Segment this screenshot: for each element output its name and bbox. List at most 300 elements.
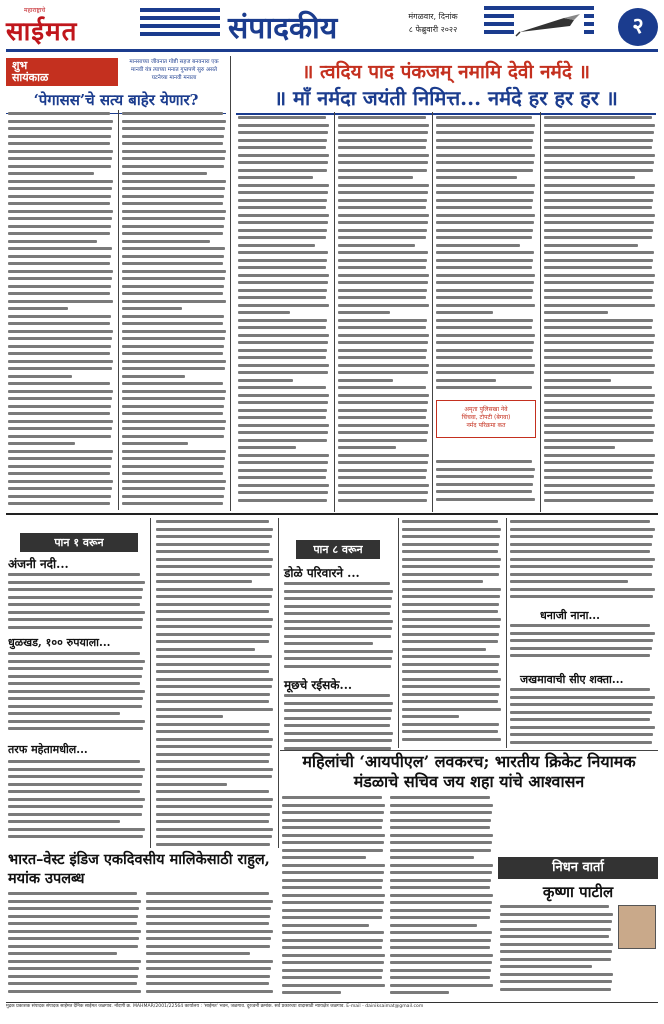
text-line xyxy=(436,386,532,389)
text-line xyxy=(338,206,426,209)
text-line xyxy=(156,708,273,711)
text-line xyxy=(510,588,655,591)
text-line xyxy=(122,367,225,370)
text-line xyxy=(338,184,429,187)
text-line xyxy=(8,495,111,498)
text-line xyxy=(8,952,117,955)
text-line xyxy=(156,648,255,651)
text-line xyxy=(402,618,501,621)
text-line xyxy=(8,195,111,198)
text-line xyxy=(238,439,327,442)
text-line xyxy=(122,480,226,483)
text-line xyxy=(390,991,449,994)
text-line xyxy=(284,717,391,720)
text-line xyxy=(238,191,328,194)
text-line xyxy=(338,484,429,487)
text-line xyxy=(8,397,112,400)
text-line xyxy=(544,394,655,397)
text-line xyxy=(284,650,393,653)
text-line xyxy=(390,946,490,949)
text-line xyxy=(544,304,655,307)
text-line xyxy=(510,654,650,657)
text-line xyxy=(8,180,113,183)
text-line xyxy=(122,397,225,400)
text-line xyxy=(8,502,110,505)
text-line xyxy=(544,386,652,389)
text-line xyxy=(338,394,429,397)
editorial-headline: ‘पेगासस’चे सत्य बाहेर येणार? xyxy=(6,90,226,114)
text-line xyxy=(284,724,390,727)
text-line xyxy=(338,131,428,134)
text-line xyxy=(238,236,326,239)
text-line xyxy=(500,913,613,916)
text-line xyxy=(8,210,113,213)
text-line xyxy=(8,720,145,723)
text-line xyxy=(436,475,534,478)
logo: साईमत xyxy=(6,17,78,47)
text-line xyxy=(238,139,327,142)
text-line xyxy=(8,768,145,771)
text-line xyxy=(402,715,459,718)
text-line xyxy=(510,520,650,523)
text-line xyxy=(8,225,111,228)
text-line xyxy=(544,364,655,367)
text-line xyxy=(8,217,112,220)
story-dole-headline: डोळे परिवारने ... xyxy=(284,566,360,580)
text-line xyxy=(436,259,533,262)
text-line xyxy=(338,379,393,382)
text-line xyxy=(544,296,652,299)
text-line xyxy=(156,723,270,726)
text-line xyxy=(544,139,653,142)
text-line xyxy=(122,285,224,288)
text-line xyxy=(436,161,534,164)
text-line xyxy=(544,221,654,224)
text-line xyxy=(122,270,226,273)
text-line xyxy=(436,266,532,269)
text-line xyxy=(338,296,426,299)
text-line xyxy=(284,702,393,705)
text-line xyxy=(436,460,532,463)
text-line xyxy=(8,667,143,670)
text-line xyxy=(122,202,223,205)
text-line xyxy=(544,491,654,494)
text-line xyxy=(8,157,112,160)
text-line xyxy=(282,924,369,927)
text-line xyxy=(282,886,382,889)
text-line xyxy=(122,457,225,460)
text-line xyxy=(402,730,498,733)
text-line xyxy=(122,165,224,168)
text-line xyxy=(338,154,429,157)
text-line xyxy=(8,345,111,348)
text-line xyxy=(282,954,385,957)
text-line xyxy=(8,435,111,438)
dateline xyxy=(388,10,478,36)
section-divider xyxy=(280,750,658,751)
text-line xyxy=(282,871,384,874)
text-line xyxy=(8,611,145,614)
text-line xyxy=(338,266,426,269)
text-line xyxy=(338,356,426,359)
text-line xyxy=(510,733,653,736)
feature-text-col3 xyxy=(436,116,536,396)
text-line xyxy=(436,131,534,134)
text-line xyxy=(510,580,628,583)
text-line xyxy=(282,849,383,852)
text-line xyxy=(156,640,269,643)
text-line xyxy=(8,322,110,325)
text-line xyxy=(282,804,385,807)
text-line xyxy=(8,480,113,483)
text-line xyxy=(8,603,140,606)
text-line xyxy=(390,901,492,904)
text-line xyxy=(390,826,490,829)
column-divider xyxy=(118,110,119,510)
text-line xyxy=(156,693,270,696)
text-line xyxy=(8,682,140,685)
text-line xyxy=(402,528,501,531)
text-line xyxy=(544,251,654,254)
story-mooche-headline: मूछचे रईसके... xyxy=(284,678,353,692)
text-line xyxy=(156,588,273,591)
text-line xyxy=(8,900,141,903)
text-line xyxy=(8,270,113,273)
text-line xyxy=(338,169,427,172)
text-line xyxy=(238,169,327,172)
text-line xyxy=(436,304,535,307)
text-line xyxy=(122,375,185,378)
text-line xyxy=(544,116,652,119)
text-line xyxy=(436,364,535,367)
text-line xyxy=(436,334,535,337)
text-line xyxy=(282,976,382,979)
text-line xyxy=(544,281,654,284)
text-line xyxy=(122,300,226,303)
text-line xyxy=(402,685,500,688)
column-divider xyxy=(398,518,399,748)
text-line xyxy=(338,221,428,224)
text-line xyxy=(156,625,272,628)
text-line xyxy=(238,161,328,164)
text-line xyxy=(510,528,655,531)
text-line xyxy=(544,416,652,419)
text-line xyxy=(436,281,534,284)
text-line xyxy=(544,259,653,262)
text-line xyxy=(338,424,429,427)
obituary-photo xyxy=(618,905,656,949)
text-line xyxy=(282,834,385,837)
text-line xyxy=(238,356,326,359)
text-line xyxy=(8,930,141,933)
text-line xyxy=(402,588,501,591)
text-line xyxy=(8,337,112,340)
text-line xyxy=(8,255,111,258)
text-line xyxy=(282,916,382,919)
text-line xyxy=(500,965,592,968)
text-line xyxy=(282,841,384,844)
story-bharat-west-text-col1 xyxy=(8,892,142,1000)
text-line xyxy=(510,688,650,691)
text-line xyxy=(8,285,111,288)
text-line xyxy=(338,274,429,277)
text-line xyxy=(390,954,493,957)
text-line xyxy=(510,565,653,568)
text-line xyxy=(156,805,272,808)
text-line xyxy=(8,465,111,468)
text-line xyxy=(390,834,493,837)
text-line xyxy=(510,595,653,598)
text-line xyxy=(402,738,501,741)
text-line xyxy=(284,590,393,593)
text-line xyxy=(544,326,652,329)
text-line xyxy=(8,420,113,423)
text-line xyxy=(238,386,326,389)
text-line xyxy=(338,469,427,472)
text-line xyxy=(122,247,225,250)
text-line xyxy=(544,461,654,464)
text-line xyxy=(238,199,327,202)
text-line xyxy=(500,943,613,946)
text-line xyxy=(544,154,655,157)
text-line xyxy=(338,199,427,202)
text-line xyxy=(338,289,427,292)
column-divider xyxy=(230,56,231,511)
text-line xyxy=(238,341,328,344)
text-line xyxy=(436,319,533,322)
text-line xyxy=(500,958,611,961)
text-line xyxy=(146,907,271,910)
text-line xyxy=(284,732,393,735)
text-line xyxy=(544,214,655,217)
text-line xyxy=(544,499,653,502)
text-line xyxy=(500,980,612,983)
text-line xyxy=(390,841,492,844)
text-line xyxy=(338,341,428,344)
text-line xyxy=(544,274,655,277)
date-weekday: मंगळवार, दिनांक xyxy=(408,12,458,21)
story-anjani-headline: अंजनी नदी... xyxy=(8,557,69,571)
text-line xyxy=(510,543,652,546)
text-line xyxy=(122,210,226,213)
text-line xyxy=(544,424,655,427)
story-bharat-west-headline: भारत–वेस्ट इंडिज एकदिवसीय मालिकेसाठी राहुल, मयांक उपलब्ध xyxy=(8,851,270,887)
text-line xyxy=(156,790,269,793)
text-line xyxy=(238,206,326,209)
text-line xyxy=(402,550,498,553)
text-line xyxy=(122,195,224,198)
text-line xyxy=(436,483,533,486)
fountain-pen-icon xyxy=(514,12,584,38)
caption-line-1: अमृता पुलिसखा नेवे xyxy=(464,406,508,413)
section-title: संपादकीय xyxy=(228,11,338,46)
text-line xyxy=(510,726,655,729)
text-line xyxy=(8,626,142,629)
text-line xyxy=(238,454,329,457)
text-line xyxy=(282,969,383,972)
text-line xyxy=(156,550,269,553)
text-line xyxy=(8,150,113,153)
text-line xyxy=(8,135,111,138)
text-line xyxy=(146,922,269,925)
text-line xyxy=(8,835,143,838)
text-line xyxy=(338,334,429,337)
text-line xyxy=(238,304,329,307)
text-line xyxy=(436,146,532,149)
text-line xyxy=(544,184,655,187)
story-dole-text xyxy=(284,582,394,672)
text-line xyxy=(282,894,385,897)
text-line xyxy=(282,856,366,859)
text-line xyxy=(284,605,391,608)
text-line xyxy=(544,244,638,247)
text-line xyxy=(544,454,655,457)
text-line xyxy=(8,375,72,378)
text-line xyxy=(146,915,270,918)
text-line xyxy=(8,127,112,130)
text-line xyxy=(338,214,429,217)
text-line xyxy=(122,487,225,490)
text-line xyxy=(402,543,499,546)
text-line xyxy=(122,315,224,318)
text-line xyxy=(238,296,326,299)
story-ipl-text-col2 xyxy=(390,796,494,1000)
text-line xyxy=(436,116,532,119)
story-dhanaji-headline: धनाजी नाना... xyxy=(540,609,600,622)
text-line xyxy=(436,468,535,471)
logo-tagline: महाराष्ट्राचे xyxy=(24,7,46,14)
text-line xyxy=(156,558,273,561)
text-line xyxy=(156,798,273,801)
text-line xyxy=(436,139,533,142)
text-line xyxy=(8,457,112,460)
caption-line-3: नर्मद परिक्रमा कत xyxy=(466,422,506,429)
text-line xyxy=(338,431,428,434)
obituary-heading: निधन वार्ता xyxy=(498,857,658,879)
text-line xyxy=(122,322,223,325)
text-line xyxy=(8,697,143,700)
text-line xyxy=(436,349,533,352)
text-line xyxy=(156,775,272,778)
text-line xyxy=(156,685,272,688)
text-line xyxy=(510,558,655,561)
text-line xyxy=(8,783,142,786)
text-line xyxy=(238,319,327,322)
text-line xyxy=(122,180,226,183)
text-line xyxy=(8,262,110,265)
text-line xyxy=(338,191,428,194)
text-line xyxy=(544,409,653,412)
text-line xyxy=(284,620,393,623)
text-line xyxy=(238,349,327,352)
text-line xyxy=(510,696,655,699)
text-line xyxy=(510,535,653,538)
text-line xyxy=(8,798,145,801)
text-line xyxy=(238,326,326,329)
text-line xyxy=(238,371,328,374)
text-line xyxy=(390,931,492,934)
text-line xyxy=(8,675,142,678)
text-line xyxy=(8,292,110,295)
text-line xyxy=(500,928,611,931)
text-line xyxy=(8,690,145,693)
text-line xyxy=(436,296,532,299)
text-line xyxy=(8,805,143,808)
story-farmer-headline: तरफ महेतामधील... xyxy=(8,743,88,756)
text-line xyxy=(500,988,611,991)
text-line xyxy=(436,184,535,187)
text-line xyxy=(8,120,113,123)
text-line xyxy=(238,281,328,284)
text-line xyxy=(8,300,113,303)
text-line xyxy=(8,588,143,591)
text-line xyxy=(338,499,427,502)
text-line xyxy=(544,236,652,239)
text-line xyxy=(436,236,532,239)
text-line xyxy=(436,356,532,359)
text-line xyxy=(544,401,654,404)
text-line xyxy=(238,364,329,367)
text-line xyxy=(390,811,492,814)
text-line xyxy=(390,879,491,882)
text-line xyxy=(122,337,225,340)
text-line xyxy=(436,229,533,232)
text-line xyxy=(8,315,111,318)
text-line xyxy=(8,382,110,385)
text-line xyxy=(146,952,250,955)
text-line xyxy=(390,856,474,859)
text-line xyxy=(122,502,223,505)
text-line xyxy=(338,304,429,307)
text-line xyxy=(122,240,210,243)
text-line xyxy=(402,648,486,651)
page-number: २ xyxy=(618,8,658,46)
text-line xyxy=(544,191,654,194)
text-line xyxy=(8,352,110,355)
text-line xyxy=(284,635,391,638)
text-line xyxy=(338,446,396,449)
text-line xyxy=(156,760,269,763)
text-line xyxy=(8,240,97,243)
masthead xyxy=(6,6,658,52)
text-line xyxy=(8,412,110,415)
text-line xyxy=(8,165,111,168)
text-line xyxy=(122,465,224,468)
text-line xyxy=(8,596,142,599)
text-line xyxy=(544,349,653,352)
text-line xyxy=(122,217,225,220)
text-line xyxy=(238,491,328,494)
text-line xyxy=(146,982,269,985)
right-text-col1 xyxy=(402,520,502,748)
editorial-label-line2: सायंकाळ xyxy=(12,71,49,84)
text-line xyxy=(238,401,328,404)
text-line xyxy=(122,360,226,363)
text-line xyxy=(8,813,142,816)
text-line xyxy=(402,625,500,628)
text-line xyxy=(238,476,326,479)
text-line xyxy=(8,390,113,393)
text-line xyxy=(436,214,535,217)
text-line xyxy=(146,990,273,993)
text-line xyxy=(238,131,328,134)
text-line xyxy=(8,660,145,663)
text-line xyxy=(156,678,273,681)
text-line xyxy=(390,909,491,912)
text-line xyxy=(122,120,226,123)
caption-line-2: चिंचवा, टोपटी (बेगवा) xyxy=(461,414,511,421)
section-divider xyxy=(6,513,658,515)
